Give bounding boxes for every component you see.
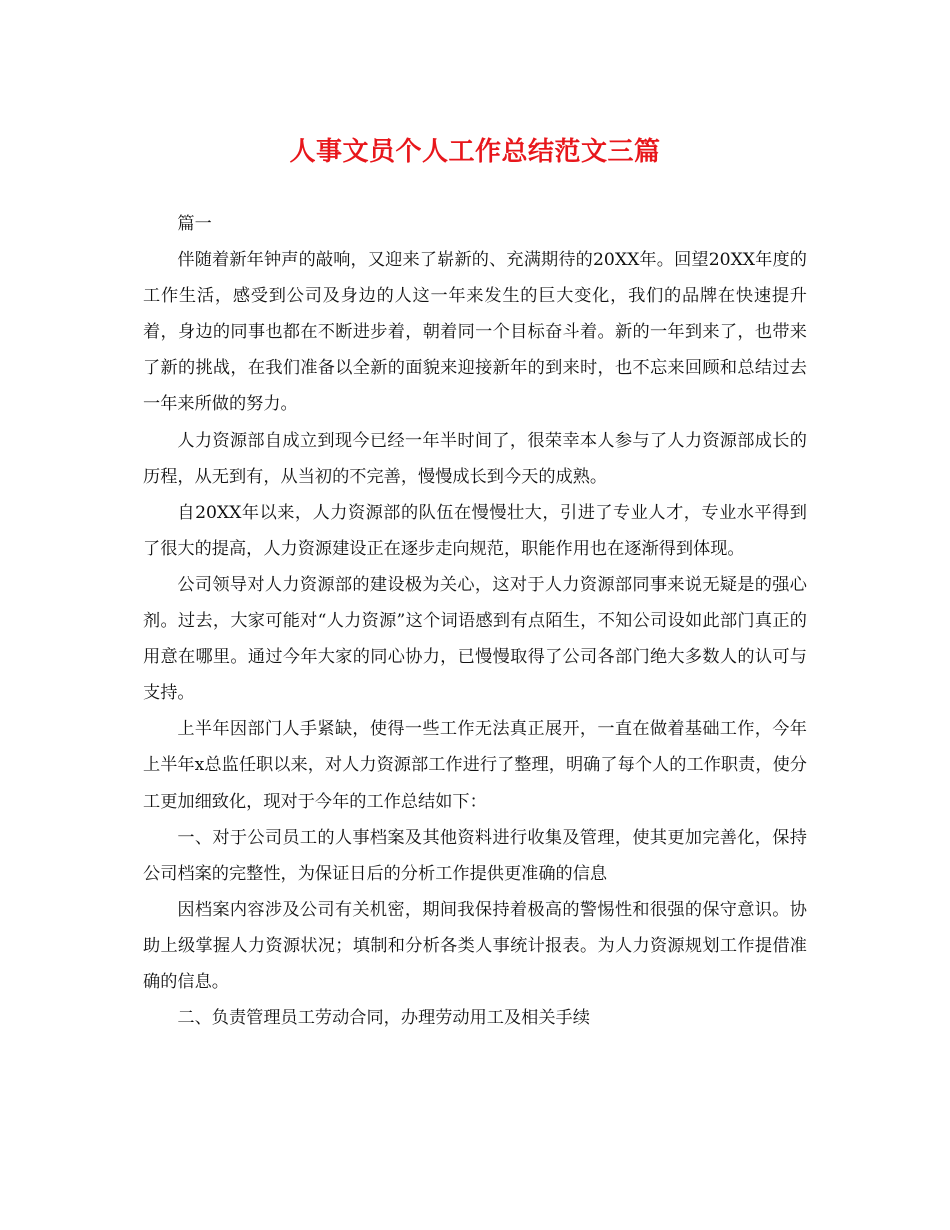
paragraph: 自20XX年以来，人力资源部的队伍在慢慢壮大，引进了专业人才，专业水平得到了很大的提高，人力资源建设正在逐步走向规范，职能作用也在逐渐得到体现。 <box>143 502 807 559</box>
document-title: 人事文员个人工作总结范文三篇 <box>289 137 661 167</box>
paragraph: 因档案内容涉及公司有关机密，期间我保持着极高的警惕性和很强的保守意识。协助上级掌握人力资源状况；填制和分析各类人事统计报表。为人力资源规划工作提借准确的信息。 <box>143 899 807 992</box>
paragraph: 上半年因部门人手紧缺，使得一些工作无法真正展开，一直在做着基础工作，今年上半年x总监任职以来，对人力资源部工作进行了整理，明确了每个人的工作职责，使分工更加细致化，现对于今年的工作总结如下： <box>143 719 807 812</box>
document-body <box>143 206 807 1036</box>
numbered-heading: 一、对于公司员工的人事档案及其他资料进行收集及管理，使其更加完善化，保持公司档案的完整性，为保证日后的分析工作提供更准确的信息 <box>143 827 807 884</box>
paragraph: 人力资源部自成立到现今已经一年半时间了，很荣幸本人参与了人力资源部成长的历程，从无到有，从当初的不完善，慢慢成长到今天的成熟。 <box>143 430 807 487</box>
paragraph: 公司领导对人力资源部的建设极为关心，这对于人力资源部同事来说无疑是的强心剂。过去，大家可能对“人力资源”这个词语感到有点陌生，不知公司设如此部门真正的用意在哪里。通过今年大家的同心协力，已慢慢取得了公司各部门绝大多数人的认可与支持。 <box>143 574 807 704</box>
section-heading: 篇一 <box>177 214 212 234</box>
paragraph: 伴随着新年钟声的敲响，又迎来了崭新的、充满期待的20XX年。回望20XX年度的工作生活，感受到公司及身边的人这一年来发生的巨大变化，我们的品牌在快速提升着，身边的同事也都在不断进步着，朝着同一个目标奋斗着。新的一年到来了，也带来了新的挑战，在我们准备以全新的面貌来迎接新年的到来时，也不忘来回顾和总结过去一年来所做的努力。 <box>143 250 807 415</box>
numbered-heading: 二、负责管理员工劳动合同，办理劳动用工及相关手续 <box>177 1008 590 1029</box>
